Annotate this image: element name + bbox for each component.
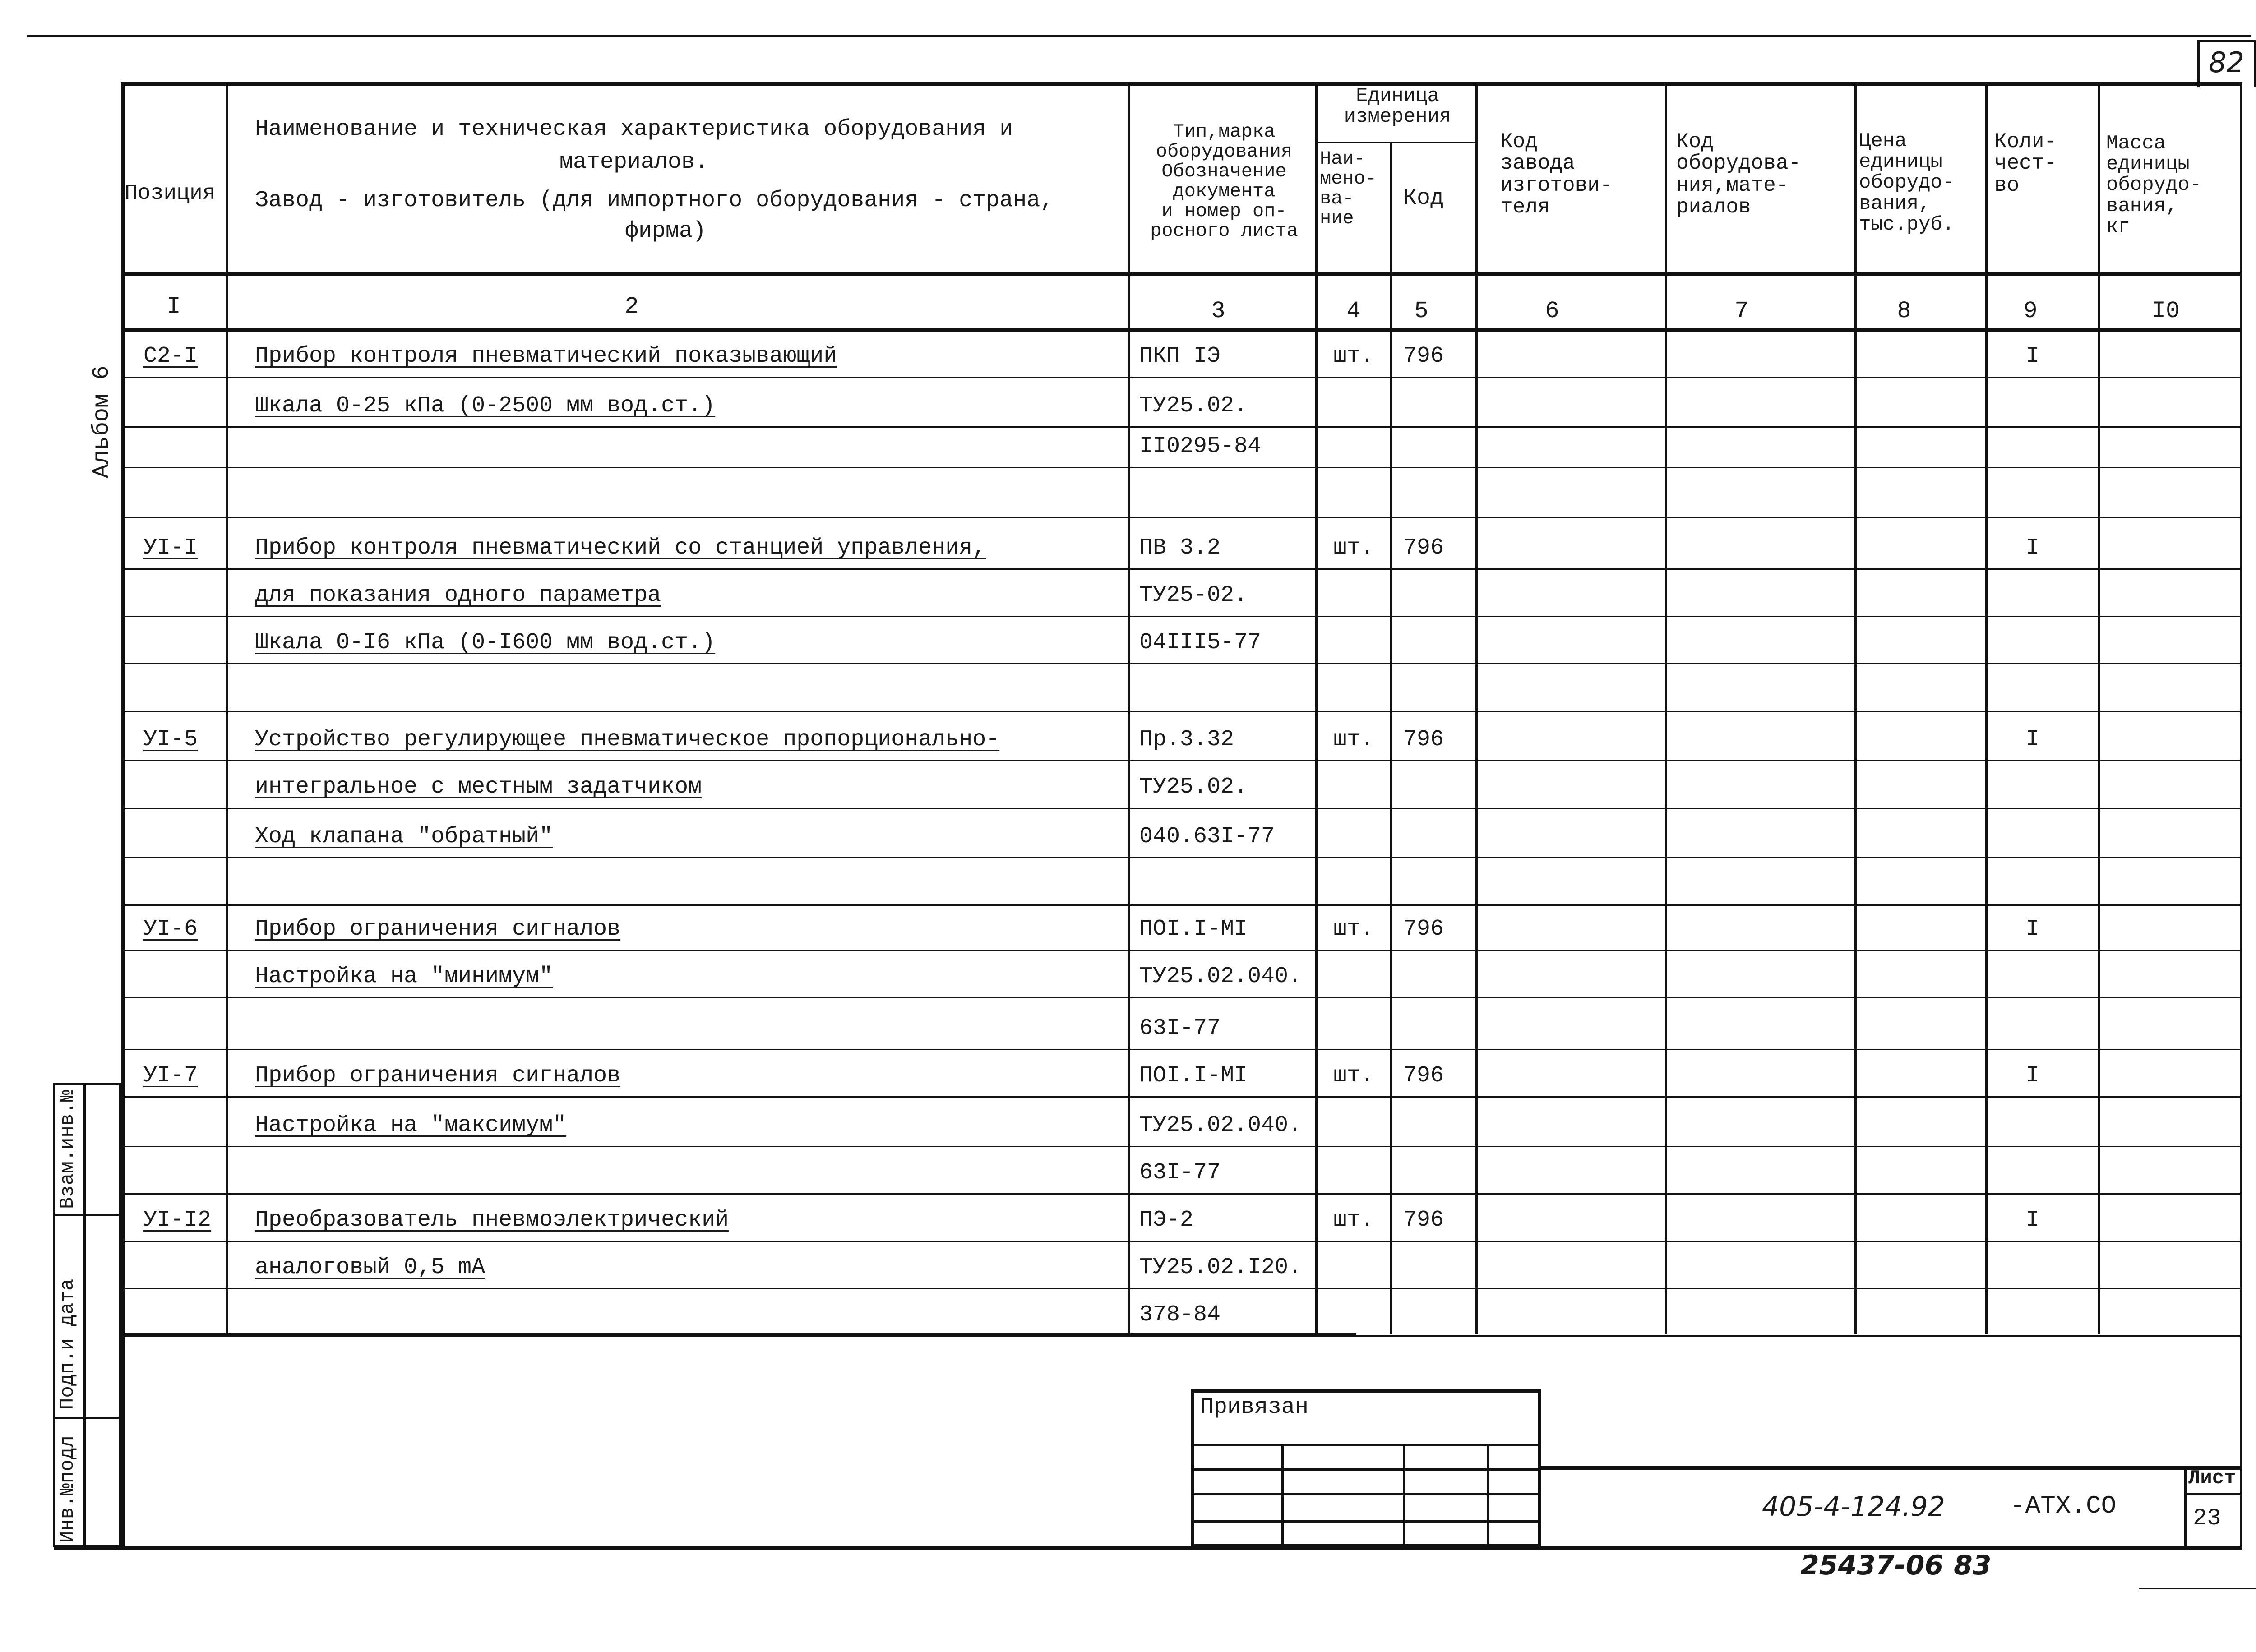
row-divider (121, 377, 2242, 378)
row-code: 796 (1403, 916, 1444, 942)
table-row (0, 715, 2256, 760)
table-row (0, 381, 2256, 426)
tied-col-3 (1487, 1444, 1489, 1547)
row-code: 796 (1403, 535, 1444, 561)
stamp-top-line (1539, 1466, 2242, 1470)
left-stamp-replacement: Взам.инв.№ (56, 1089, 79, 1209)
header-name-line4: фирма) (625, 218, 707, 244)
table-row (0, 523, 2256, 568)
row-type: 63I-77 (1139, 1160, 1221, 1186)
row-name: Преобразователь пневмоэлектрический (255, 1207, 729, 1233)
row-position: С2-I (143, 343, 198, 369)
header-mass: Масса единицы оборудо- вания, кг (2106, 132, 2202, 238)
table-row (0, 904, 2256, 950)
row-name: аналоговый 0,5 mA (255, 1255, 485, 1280)
row-unit: шт. (1333, 727, 1374, 752)
header-equipment-code: Код оборудова- ния,мате- риалов (1676, 130, 1801, 219)
row-name: Настройка на "минимум" (255, 964, 553, 989)
column-number-3: 3 (1211, 298, 1225, 324)
header-price: Цена единицы оборудо- вания, тыс.руб. (1859, 130, 1955, 236)
row-position: УI-6 (143, 916, 198, 942)
row-unit: шт. (1333, 1063, 1374, 1089)
row-divider (121, 1288, 2242, 1289)
row-type: ПЭ-2 (1139, 1207, 1194, 1233)
column-number-6: 6 (1545, 298, 1559, 324)
row-unit: шт. (1333, 1207, 1374, 1233)
row-type: ТУ25.02.040. (1139, 1112, 1302, 1138)
column-number-1: I (166, 293, 181, 320)
header-name-line3: Завод - изготовитель (для импортного оборудования - страна, (255, 188, 1054, 213)
table-row (0, 618, 2256, 663)
table-row (0, 1004, 2256, 1049)
row-divider (121, 1335, 2242, 1337)
tied-col-2 (1403, 1444, 1405, 1547)
row-position: УI-7 (143, 1063, 198, 1089)
left-stamp-divider-2 (53, 1417, 121, 1419)
row-code: 796 (1403, 1207, 1444, 1233)
table-row (0, 1290, 2256, 1335)
header-position: Позиция (125, 181, 216, 206)
row-type: ТУ25.02.040. (1139, 964, 1302, 989)
doc-suffix: -АТХ.СО (2010, 1491, 2117, 1520)
column-number-5: 5 (1414, 298, 1428, 324)
unit-subheader-line (1318, 142, 1478, 143)
row-type: ТУ25-02. (1139, 582, 1248, 608)
row-divider (121, 517, 2242, 518)
frame-top (121, 82, 2242, 86)
table-row (0, 665, 2256, 711)
row-quantity: I (2026, 916, 2040, 942)
table-row (0, 571, 2256, 616)
row-name: Шкала 0-25 кПа (0-2500 мм вод.ст.) (255, 393, 716, 419)
album-label: Альбом 6 (88, 365, 115, 478)
row-type: II0295-84 (1139, 434, 1262, 459)
row-position: УI-5 (143, 727, 198, 752)
table-row (0, 1101, 2256, 1146)
row-quantity: I (2026, 343, 2040, 369)
row-type: 040.63I-77 (1139, 824, 1275, 849)
row-type: ТУ25.02. (1139, 393, 1248, 419)
tied-label: Привязан (1200, 1394, 1309, 1420)
left-stamp-signature: Подп.и дата (56, 1278, 79, 1410)
row-type: 04III5-77 (1139, 630, 1262, 655)
table-row (0, 1243, 2256, 1288)
row-position: УI-I (143, 535, 198, 561)
row-name: Прибор контроля пневматический показывающий (255, 343, 837, 369)
row-divider (121, 1146, 2242, 1147)
row-code: 796 (1403, 343, 1444, 369)
doc-number: 405-4-124.92 (1762, 1491, 1945, 1523)
column-number-8: 8 (1897, 298, 1911, 324)
row-type: ПВ 3.2 (1139, 535, 1221, 561)
table-row (0, 332, 2256, 377)
table-row (0, 471, 2256, 517)
column-number-4: 4 (1346, 298, 1361, 324)
footer-page: 83 (1954, 1550, 1992, 1581)
row-name: Устройство регулирующее пневматическое пропорционально- (255, 727, 1000, 752)
row-divider (121, 1096, 2242, 1098)
header-name-line2: материалов. (559, 149, 709, 175)
header-quantity: Коли- чест- во (1994, 130, 2057, 197)
sheet-number: 23 (2193, 1505, 2221, 1532)
bottom-edge-line (2139, 1588, 2256, 1589)
table-row (0, 1148, 2256, 1193)
row-divider (121, 950, 2242, 951)
row-quantity: I (2026, 1207, 2040, 1233)
row-type: 378-84 (1139, 1302, 1221, 1328)
header-type: Тип,марка оборудования Обозначение документа и номер оп- росного листа (1150, 121, 1298, 242)
row-type: ТУ25.02. (1139, 774, 1248, 800)
row-name: Прибор ограничения сигналов (255, 1063, 621, 1089)
row-divider (121, 857, 2242, 858)
row-name: Прибор контроля пневматический со станцией управления, (255, 535, 986, 561)
row-type: ТУ25.02.I20. (1139, 1255, 1302, 1280)
table-row (0, 1195, 2256, 1241)
row-code: 796 (1403, 1063, 1444, 1089)
row-divider (121, 1049, 2242, 1050)
row-divider (121, 616, 2242, 617)
row-unit: шт. (1333, 916, 1374, 942)
table-row (0, 952, 2256, 997)
row-code: 796 (1403, 727, 1444, 752)
sheet-label: Лист (2188, 1467, 2236, 1490)
column-number-7: 7 (1734, 298, 1749, 324)
row-unit: шт. (1333, 343, 1374, 369)
table-row (0, 422, 2256, 467)
row-quantity: I (2026, 535, 2040, 561)
top-border-line (27, 35, 2251, 37)
column-number-10: I0 (2151, 298, 2180, 324)
row-divider (121, 568, 2242, 570)
header-bottom-line (121, 272, 2242, 276)
left-stamp-inventory: Инв.№подл (56, 1435, 79, 1543)
archive-number: 25437-06 (1800, 1550, 1944, 1581)
row-name: интегральное с местным задатчиком (255, 774, 702, 800)
row-divider (121, 1241, 2242, 1242)
table-row (0, 762, 2256, 808)
row-name: Шкала 0-I6 кПа (0-I600 мм вод.ст.) (255, 630, 716, 655)
row-type: ПОI.I-MI (1139, 1063, 1248, 1089)
sheet-number-divider (2184, 1493, 2240, 1495)
left-stamp-divider-v (83, 1083, 86, 1547)
row-name: Настройка на "максимум" (255, 1112, 567, 1138)
row-divider (121, 467, 2242, 468)
column-number-9: 9 (2023, 298, 2038, 324)
row-divider (121, 711, 2242, 712)
sheet-mark: 82 (2209, 46, 2244, 79)
row-type: ПОI.I-MI (1139, 916, 1248, 942)
row-divider (121, 1193, 2242, 1195)
left-stamp-divider-1 (53, 1214, 121, 1216)
row-name: для показания одного параметра (255, 582, 661, 608)
row-quantity: I (2026, 1063, 2040, 1089)
header-unit-group: Единица измерения (1344, 85, 1452, 129)
table-row (0, 1051, 2256, 1096)
row-quantity: I (2026, 727, 2040, 752)
row-name: Ход клапана "обратный" (255, 824, 553, 849)
tied-col-1 (1281, 1444, 1284, 1547)
table-row (0, 859, 2256, 904)
row-name: Прибор ограничения сигналов (255, 916, 621, 942)
column-number-2: 2 (624, 293, 639, 320)
row-divider (121, 997, 2242, 998)
row-divider (121, 663, 2242, 664)
row-position: УI-I2 (143, 1207, 212, 1233)
row-type: Пр.3.32 (1139, 727, 1234, 752)
row-type: 63I-77 (1139, 1015, 1221, 1041)
header-name-line1: Наименование и техническая характеристика оборудования и (255, 116, 1013, 142)
row-type: ПКП IЭ (1139, 343, 1221, 369)
header-plant-code: Код завода изготови- теля (1500, 130, 1613, 219)
table-row (0, 812, 2256, 857)
row-divider (121, 808, 2242, 809)
row-divider (121, 760, 2242, 761)
header-unit-code: Код (1403, 185, 1444, 211)
header-unit-name: Наи- мено- ва- ние (1320, 148, 1377, 230)
row-unit: шт. (1333, 535, 1374, 561)
